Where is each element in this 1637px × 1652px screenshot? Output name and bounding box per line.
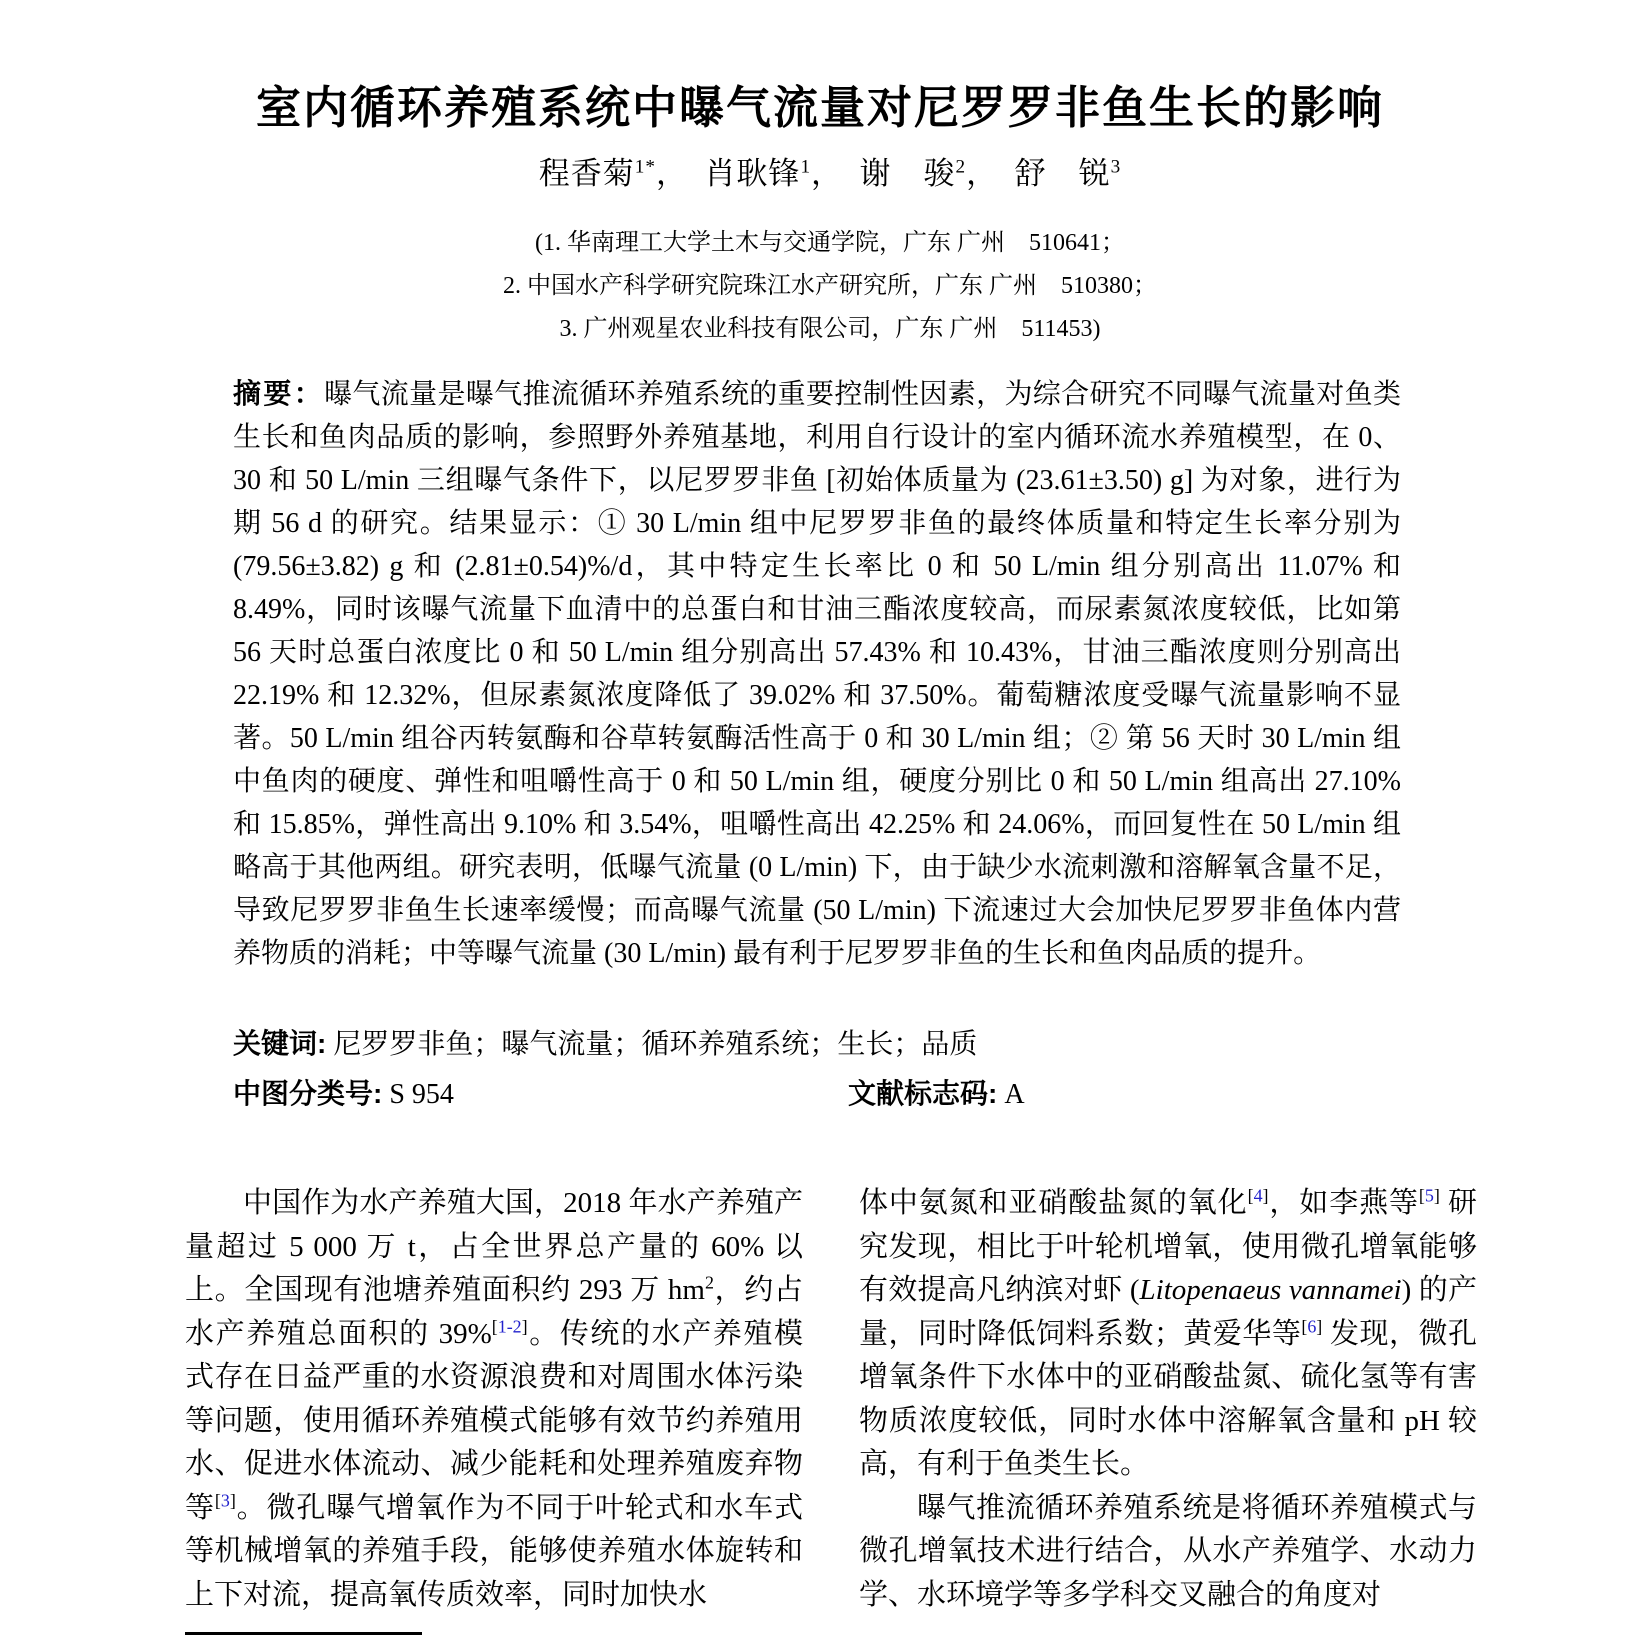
body-column-right — [859, 1182, 1477, 1634]
citation-ref: [6] — [1301, 1315, 1323, 1336]
body-paragraph: 中国作为水产养殖大国，2018 年水产养殖产量超过 5 000 万 t，占全世界总产量的 60% 以上。全国现有池塘养殖面积约 293 万 $hm^2$，约占水产养殖总面积的 39%[1-2]。传统的水产养殖模式存在日益严重的水资源浪费和对周围水体污染等问题，使用循环养殖模式能够有效节约养殖用水、促进水体流动、减少能耗和处理养殖废弃物等[3]。微孔曝气增氧作为不同于叶轮式和水车式等机械增氧的养殖手段，能够使养殖水体旋转和上下对流，提高氧传质效率，同时加快水 — [185, 1187, 803, 1611]
body-paragraph: 体中氨氮和亚硝酸盐氮的氧化[4]，如李燕等[5] 研究发现，相比于叶轮机增氧，使用微孔增氧能够有效提高凡纳滨对虾 (Litopenaeus vannamei) 的产量，同时降低饲料系数；黄爱华等[6] 发现，微孔增氧条件下水体中的亚硝酸盐氮、硫化氢等有害物质浓度较低，同时水体中溶解氧含量和 pH 较高，有利于鱼类生长。 — [859, 1185, 1477, 1480]
author-name: 谢 骏 — [859, 156, 956, 191]
author-affiliation-sup: 3 — [1110, 156, 1122, 178]
affiliation-line-1: (1. 华南理工大学土木与交通学院，广东 广州 510641； — [535, 230, 1125, 256]
citation-ref: [5] — [1418, 1185, 1440, 1206]
citation-ref: [4] — [1247, 1185, 1269, 1206]
affiliation-line-3: 3. 广州观星农业科技有限公司，广东 广州 511453) — [559, 316, 1101, 342]
author-affiliation-sup: 1* — [634, 156, 656, 178]
keywords-line — [233, 1022, 1401, 1066]
author-name: 肖耿锋 — [704, 156, 801, 191]
abstract-text: 曝气流量是曝气推流循环养殖系统的重要控制性因素，为综合研究不同曝气流量对鱼类生长和鱼肉品质的影响，参照野外养殖基地，利用自行设计的室内循环流水养殖模型，在 0、30 和 50 L/min 三组曝气条件下，以尼罗罗非鱼 [初始体质量为 (23.61±3.50) g] 为对象，进行为期 56 d 的研究。结果显示：① 30 L/min 组中尼罗罗非鱼的最终体质量和特定生长率分别为 (79.56±3.82) g 和 (2.81±0.54)%/d，其中特定生长率比 0 和 50 L/min 组分别高出 11.07% 和 8.49%，同时该曝气流量下血清中的总蛋白和甘油三酯浓度较高，而尿素氮浓度较低，比如第 56 天时总蛋白浓度比 0 和 50 L/min 组分别高出 57.43% 和 10.43%，甘油三酯浓度则分别高出 22.19% 和 12.32%，但尿素氮浓度降低了 39.02% 和 37.50%。葡萄糖浓度受曝气流量影响不显著。50 L/min 组谷丙转氨酶和谷草转氨酶活性高于 0 和 30 L/min 组；② 第 56 天时 30 L/min 组中鱼肉的硬度、弹性和咀嚼性高于 0 和 50 L/min 组，硬度分别比 0 和 50 L/min 组高出 27.10% 和 15.85%，弹性高出 9.10% 和 3.54%，咀嚼性高出 42.25% 和 24.06%，而回复性在 50 L/min 组略高于其他两组。研究表明，低曝气流量 (0 L/min) 下，由于缺少水流刺激和溶解氧含量不足，导致尼罗罗非鱼生长速率缓慢；而高曝气流量 (50 L/min) 下流速过大会加快尼罗罗非鱼体内营养物质的消耗；中等曝气流量 (30 L/min) 最有利于尼罗罗非鱼的生长和鱼肉品质的提升。 — [233, 379, 1401, 969]
citation-ref: [1-2] — [491, 1315, 528, 1336]
keywords-text: 尼罗罗非鱼；曝气流量；循环养殖系统；生长；品质 — [326, 1029, 978, 1060]
body-column-left — [185, 1182, 803, 1634]
body-paragraph: 曝气推流循环养殖系统是将循环养殖模式与微孔增氧技术进行结合，从水产养殖学、水动力学、水环境学等多学科交叉融合的角度对 — [859, 1491, 1477, 1611]
affiliations-block — [185, 222, 1475, 351]
keywords-label: 关键词: — [233, 1028, 327, 1059]
affiliation-line-2: 2. 中国水产科学研究院珠江水产研究所，广东 广州 510380； — [503, 273, 1157, 299]
classification-line — [233, 1072, 1477, 1116]
doc-code-label: 文献标志码: — [848, 1078, 998, 1109]
author-name: 程香菊 — [538, 156, 635, 191]
author-name: 舒 锐 — [1014, 156, 1111, 191]
author-affiliation-sup: 2 — [955, 156, 967, 178]
author-affiliation-sup: 1 — [800, 156, 812, 178]
authors-line: 程香菊$^{1*}$， 肖耿锋$^1$， 谢 骏$^2$， 舒 锐$^3$ — [538, 156, 1122, 191]
clc-label: 中图分类号: — [233, 1078, 383, 1109]
abstract-block — [233, 372, 1401, 975]
doc-code-group — [848, 1072, 1025, 1116]
clc-value: S 954 — [382, 1079, 454, 1110]
page-title: 室内循环养殖系统中曝气流量对尼罗罗非鱼生长的影响 — [255, 82, 1384, 134]
body-columns — [185, 1182, 1477, 1634]
doc-code-value: A — [997, 1079, 1025, 1110]
clc-group — [233, 1079, 454, 1110]
abstract-label: 摘要： — [233, 378, 325, 409]
footnote-divider — [185, 1632, 422, 1635]
citation-ref: [3] — [214, 1489, 236, 1510]
